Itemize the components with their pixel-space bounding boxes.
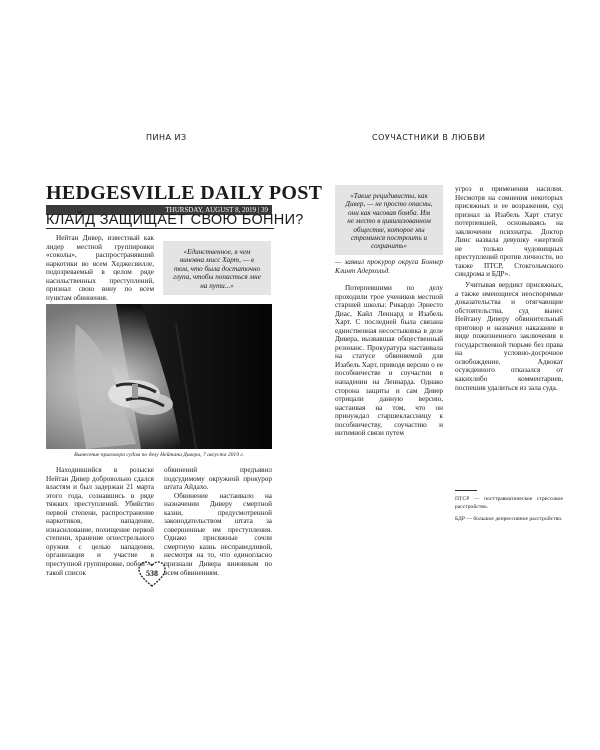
column-2-paragraph-2: Обвинение настаивало на назначении Диверу смертной казни, предусмотренной законодательством штата за совершенные им преступления. Однако присяжные сочли смертную казнь несправедливой, несмотря на то, что единогласно признали Дивера виновным по всем обвинениям. [164,491,272,577]
right-column-1 [335,284,443,438]
column-1-paragraph: Находившийся в розыске Нейтан Дивер добровольно сдался властям и был задержан 21 марта этого года, сознавшись в ряде тяжких преступлений. Убийство первой степени, распространение наркотиков, нападение, изнасилование, похищение первой степени, хранение огнестрельного оружия с целью нападения, организация и участие в преступной группировке, побои — такой список [46,466,154,577]
right-column-2-paragraph-2: Учитывая вердикт присяжных, а также имеющиеся неоспоримые доказательства и отягчающие обстоятельства, суд вынес Нейтану Диверу обвинительный приговор и назначил наказание в виде пожизненного заключения в государственной тюрьме без права на условно-досрочное освобождение. Адвокат осужденного отказался от какихлибо комментариев, поспешив удалиться из зала суда. [455,281,563,392]
newspaper-dateline: THURSDAY, AUGUST 8, 2019 | 39 [46,205,272,215]
courtroom-photo [46,304,272,449]
right-column-1-paragraph: Потерпевшими по делу проходили трое учеников местной старшей школы: Рикардо Эрнесто Диас, Кайл Леннард и Изабель Харт. С последней была связана единственная несостыковка в деле Дивера, вызвавшая общественный резонанс. Прокуратура настаивала на статусе обвиняемой для Изабель Харт, приводя версию о ее пособничестве и соучастии в нападении на Леннарда. Однако сторона защиты и сам Дивер отрицали данную версию, настаивая на том, что он принуждал старшеклассницу к пособничеству, соучастию и интимной связи путем [335,284,443,438]
article-intro [46,234,154,302]
running-header-right: СОУЧАСТНИКИ В ЛЮБВИ [372,133,486,142]
intro-paragraph: Нейтан Дивер, известный как лидер местной группировки «соколы», распространявший наркотики во всем Хеджесвилле, подозреваемый в целом ряде насильственных преступлений, признал свою вину по всем пунктам обвинения. [46,234,154,302]
footnote-rule [455,490,477,491]
headline-rule [46,228,274,229]
article-column-2 [164,466,272,577]
pull-quote-left: «Единственное, в чем виновна мисс Харт, — в том, что была достаточно глупа, чтобы попасться мне на пути...» [163,241,271,295]
page-number-badge [137,560,167,588]
attribution-text: — заявил прокурор округа Боннер Клинт Адерхольд. [335,258,443,275]
photo-caption: Вынесение приговора судом по делу Нейтана Дивера, 7 августа 2019 г. [74,452,244,458]
article-headline: КЛАЙД ЗАЩИЩАЕТ СВОЮ БОННИ? [46,212,304,228]
quote-attribution [335,258,443,275]
handcuffed-hands-image [46,304,272,449]
right-column-2 [455,185,563,392]
right-column-2-paragraph-1: угроз и применения насилия. Несмотря на сомнения некоторых присяжных и ее возражения, суд признал за Изабель Харт статус потерпевшей, основываясь на заключении психиатра. Доктор Линс назвала девушку «жертвой не только чудовищных преступлений против личности, но также ПТСР, Стокгольмского синдрома и БДР». [455,185,563,279]
running-header-left: ПИНА ИЗ [146,133,187,142]
footnote-bdr: БДР — большое депрессивное расстройство. [455,516,563,522]
column-2-paragraph-1: обвинений предъявил подсудимому окружной прокурор штата Айдахо. [164,466,272,492]
pull-quote-right: «Такие рецидивисты, как Дивер, — не просто опасны, они как часовая бомба. Им не место в цивилизованном обществе, которое мы стремимся построить и сохранить» [335,185,443,255]
page-number: 538 [146,569,158,578]
newspaper-masthead: HEDGESVILLE DAILY POST [46,182,323,204]
footnote-ptsr: ПТСР — посттравматическое стрессовое расстройство. [455,496,563,510]
